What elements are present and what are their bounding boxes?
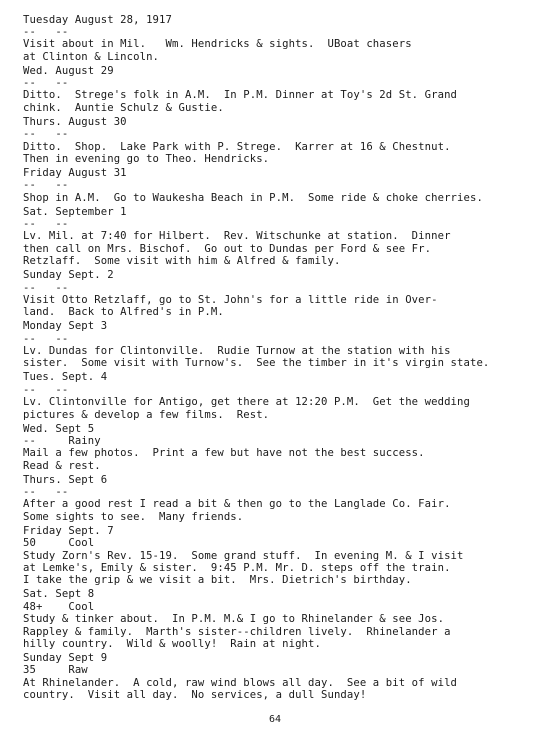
entry-text-line: Lv. Mil. at 7:40 for Hilbert. Rev. Witschunke at station. Dinner (23, 230, 451, 243)
entry-text-line: Rappley & family. Marth's sister--children lively. Rhinelander a (23, 625, 451, 638)
journal-entry (23, 65, 538, 115)
journal-entries (23, 14, 538, 702)
entry-temperature-weather: -- -- (23, 281, 69, 294)
entry-date: Wed. August 29 (23, 64, 114, 77)
entry-date: Friday Sept. 7 (23, 524, 114, 537)
entry-text-line: Visit about in Mil. Wm. Hendricks & sights. UBoat chasers (23, 38, 412, 51)
journal-entry (23, 652, 538, 702)
entry-date: Sat. September 1 (23, 205, 127, 218)
entry-temperature-weather: -- -- (23, 77, 69, 90)
entry-text-line: chink. Auntie Schulz & Gustie. (23, 101, 224, 114)
entry-text-line: then call on Mrs. Bischof. Go out to Dundas per Ford & see Fr. (23, 242, 432, 255)
entry-temperature-weather: 48+ Cool (23, 600, 95, 613)
entry-text-line: Ditto. Shop. Lake Park with P. Strege. Karrer at 16 & Chestnut. (23, 140, 451, 153)
entry-temperature-weather: -- -- (23, 218, 69, 230)
entry-temperature-weather: -- -- (23, 486, 69, 499)
entry-text-line: Lv. Clintonville for Antigo, get there at 12:20 P.M. Get the wedding (23, 396, 470, 409)
entry-text-line: At Rhinelander. A cold, raw wind blows all day. See a bit of wild (23, 676, 458, 689)
journal-entry (23, 167, 538, 204)
entry-date: Thurs. August 30 (23, 115, 127, 128)
page-number: 64 (268, 714, 282, 725)
entry-text-line: Shop in A.M. Go to Waukesha Beach in P.M. Some ride & choke cherries. (23, 191, 483, 204)
entry-text-line: After a good rest I read a bit & then go to the Langlade Co. Fair. (23, 498, 451, 511)
entry-date: Sunday Sept. 2 (23, 269, 114, 282)
entry-text-line: Visit Otto Retzlaff, go to St. John's for a little ride in Over- (23, 293, 438, 306)
entry-temperature-weather: -- Rainy (23, 434, 101, 447)
journal-entry (23, 206, 538, 268)
entry-date: Tues. Sept. 4 (23, 371, 108, 384)
entry-text-line: Study Zorn's Rev. 15-19. Some grand stuff. In evening M. & I visit (23, 549, 464, 562)
entry-date: Sunday Sept 9 (23, 651, 108, 664)
journal-entry (23, 371, 538, 421)
entry-temperature-weather: -- -- (23, 128, 69, 141)
entry-date: Monday Sept 3 (23, 320, 108, 333)
journal-entry (23, 14, 538, 64)
entry-date: Sat. Sept 8 (23, 588, 95, 601)
entry-date: Friday August 31 (23, 166, 127, 179)
entry-text-line: at Lemke's, Emily & sister. 9:45 P.M. Mr. D. steps off the train. (23, 561, 451, 574)
entry-text-line: land. Back to Alfred's in P.M. (23, 306, 224, 319)
entry-text-line: I take the grip & we visit a bit. Mrs. Dietrich's birthday. (23, 574, 412, 587)
entry-text-line: hilly country. Wild & woolly! Rain at night. (23, 637, 321, 650)
journal-entry (23, 423, 538, 473)
entry-text-line: Mail a few photos. Print a few but have not the best success. (23, 447, 425, 460)
journal-entry (23, 320, 538, 370)
entry-text-line: pictures & develop a few films. Rest. (23, 408, 270, 421)
entry-date: Wed. Sept 5 (23, 422, 95, 435)
entry-temperature-weather: -- -- (23, 332, 69, 345)
journal-entry (23, 525, 538, 587)
entry-text-line: Ditto. Strege's folk in A.M. In P.M. Dinner at Toy's 2d St. Grand (23, 89, 458, 102)
entry-text-line: Study & tinker about. In P.M. M.& I go to Rhinelander & see Jos. (23, 613, 445, 626)
entry-temperature-weather: 50 Cool (23, 537, 95, 550)
journal-entry (23, 269, 538, 319)
entry-text-line: sister. Some visit with Turnow's. See the timber in it's virgin state. (23, 357, 490, 370)
entry-date: Tuesday August 28, 1917 (23, 13, 172, 26)
entry-date: Thurs. Sept 6 (23, 473, 108, 486)
entry-text-line: Retzlaff. Some visit with him & Alfred & family. (23, 255, 341, 268)
entry-text-line: Then in evening go to Theo. Hendricks. (23, 152, 270, 165)
entry-temperature-weather: 35 Raw (23, 664, 88, 677)
entry-text-line: country. Visit all day. No services, a dull Sunday! (23, 689, 367, 702)
journal-entry (23, 116, 538, 166)
entry-text-line: at Clinton & Lincoln. (23, 50, 160, 63)
entry-text-line: Lv. Dundas for Clintonville. Rudie Turnow at the station with his (23, 345, 451, 358)
journal-entry (23, 588, 538, 650)
entry-temperature-weather: -- -- (23, 179, 69, 192)
entry-text-line: Read & rest. (23, 459, 101, 472)
entry-text-line: Some sights to see. Many friends. (23, 510, 244, 523)
entry-temperature-weather: -- -- (23, 383, 69, 396)
entry-temperature-weather: -- -- (23, 25, 69, 38)
journal-entry (23, 474, 538, 524)
